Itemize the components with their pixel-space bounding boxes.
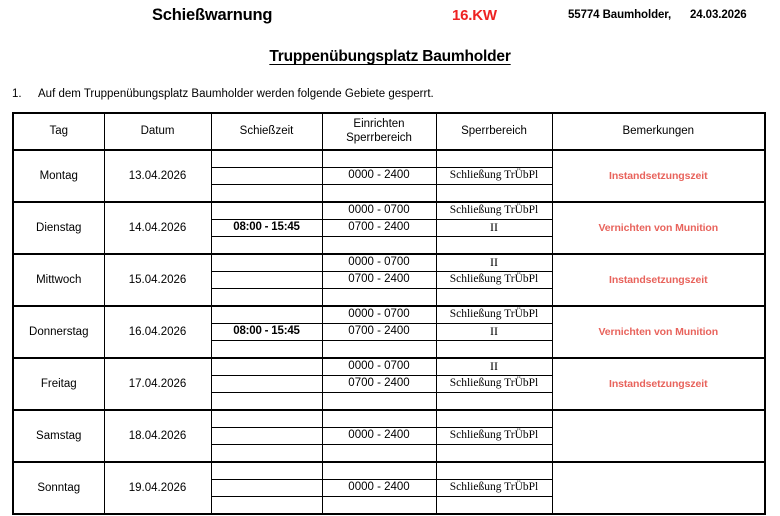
sub-slot-row: [437, 220, 552, 237]
cell-closure-area: [436, 202, 552, 254]
sub-slot-value: 08:00 - 15:45: [233, 325, 300, 338]
sub-slot-row: [323, 393, 436, 410]
cell-date: [104, 410, 211, 462]
date-label: 19.04.2026: [128, 482, 187, 494]
sub-slot-cell: [437, 307, 552, 324]
sub-slot-row: [323, 463, 436, 480]
cell-weekday: [13, 306, 104, 358]
sub-slot-cell: [323, 463, 436, 480]
sub-slot-value: 0700 - 2400: [348, 377, 410, 390]
sub-slot-cell: [437, 359, 552, 376]
sub-slot-cell: [323, 411, 436, 428]
sub-slot-table: [323, 463, 436, 513]
sub-slot-cell: [437, 220, 552, 237]
column-header-einrichten-line1: Einrichten: [353, 118, 405, 131]
cell-closure-area: [436, 150, 552, 202]
sub-slot-row: [437, 393, 552, 410]
cell-closure-area: [436, 462, 552, 514]
sub-slot-cell: [437, 289, 552, 306]
sub-slot-cell: [212, 168, 322, 185]
sub-slot-table: [323, 307, 436, 357]
sub-slot-cell: [437, 376, 552, 393]
subtitle-container: [0, 48, 780, 66]
sub-slot-cell: [212, 255, 322, 272]
sub-slot-table: [437, 411, 552, 461]
sub-slot-cell: [212, 480, 322, 497]
cell-date: [104, 150, 211, 202]
cell-firing-times: [211, 254, 322, 306]
sub-slot-value: 08:00 - 15:45: [233, 221, 300, 234]
cell-firing-times: [211, 462, 322, 514]
sub-slot-value: II: [490, 220, 498, 235]
sub-slot-row: [212, 220, 322, 237]
sub-slot-row: [212, 376, 322, 393]
sub-slot-cell: [212, 289, 322, 306]
sub-slot-cell: [212, 359, 322, 376]
sub-slot-row: [212, 151, 322, 168]
cell-setup-closure-times: [322, 462, 436, 514]
sub-slot-table: [212, 411, 322, 461]
sub-slot-row: [323, 151, 436, 168]
sub-slot-cell: [323, 376, 436, 393]
sub-slot-table: [437, 255, 552, 305]
cell-firing-times: [211, 410, 322, 462]
sub-slot-row: [212, 255, 322, 272]
remark-label: Vernichten von Munition: [598, 222, 719, 234]
issue-date: 24.03.2026: [690, 9, 747, 21]
sub-slot-row: [437, 151, 552, 168]
cell-date: [104, 254, 211, 306]
sub-slot-value: Schließung TrÜbPl: [449, 429, 539, 442]
sub-slot-cell: [212, 185, 322, 202]
sub-slot-row: [323, 255, 436, 272]
sub-slot-cell: [323, 307, 436, 324]
table-row: [13, 150, 765, 202]
cell-setup-closure-times: [322, 306, 436, 358]
sub-slot-row: [437, 341, 552, 358]
sub-slot-value: Schließung TrÜbPl: [449, 481, 539, 494]
training-area-subtitle: Truppenübungsplatz Baumholder: [269, 48, 511, 65]
cell-remarks: [552, 306, 765, 358]
sub-slot-cell: [323, 203, 436, 220]
sub-slot-cell: [212, 272, 322, 289]
sub-slot-table: [212, 307, 322, 357]
sub-slot-row: [212, 463, 322, 480]
sub-slot-value: 0000 - 0700: [348, 256, 410, 269]
weekday-label: Donnerstag: [29, 326, 89, 338]
cell-date: [104, 358, 211, 410]
sub-slot-cell: [212, 324, 322, 341]
cell-remarks: [552, 202, 765, 254]
sub-slot-row: [212, 203, 322, 220]
sub-slot-row: [437, 411, 552, 428]
sub-slot-table: [437, 359, 552, 409]
date-label: 15.04.2026: [128, 274, 187, 286]
sub-slot-row: [437, 255, 552, 272]
sub-slot-row: [212, 307, 322, 324]
date-label: 14.04.2026: [128, 222, 187, 234]
sub-slot-cell: [323, 185, 436, 202]
sub-slot-cell: [212, 497, 322, 514]
sub-slot-row: [437, 203, 552, 220]
sub-slot-row: [323, 359, 436, 376]
sub-slot-row: [437, 324, 552, 341]
sub-slot-cell: [323, 497, 436, 514]
cell-weekday: [13, 462, 104, 514]
weekday-label: Samstag: [36, 430, 82, 442]
column-header-einrichten-sperrbereich: [322, 113, 436, 150]
sub-slot-table: [437, 151, 552, 201]
sub-slot-row: [212, 168, 322, 185]
table-header: [13, 113, 765, 150]
document-title: Schießwarnung: [152, 6, 273, 24]
sub-slot-table: [323, 203, 436, 253]
sub-slot-table: [323, 359, 436, 409]
sub-slot-row: [212, 428, 322, 445]
sub-slot-row: [437, 307, 552, 324]
weekday-label: Mittwoch: [36, 274, 82, 286]
calendar-week-badge: 16.KW: [452, 7, 497, 24]
sub-slot-row: [212, 324, 322, 341]
sub-slot-cell: [323, 480, 436, 497]
sub-slot-row: [323, 168, 436, 185]
header-row: [13, 113, 765, 150]
sub-slot-cell: [323, 341, 436, 358]
sub-slot-cell: [437, 393, 552, 410]
sub-slot-cell: [437, 480, 552, 497]
sub-slot-row: [323, 428, 436, 445]
sub-slot-cell: [212, 411, 322, 428]
sub-slot-cell: [437, 497, 552, 514]
sub-slot-cell: [323, 168, 436, 185]
sub-slot-cell: [212, 151, 322, 168]
sub-slot-cell: [323, 324, 436, 341]
sub-slot-row: [212, 359, 322, 376]
sub-slot-cell: [437, 341, 552, 358]
sub-slot-row: [212, 185, 322, 202]
remark-label: Instandsetzungszeit: [609, 170, 708, 182]
sub-slot-row: [323, 203, 436, 220]
sub-slot-cell: [323, 428, 436, 445]
sub-slot-row: [212, 272, 322, 289]
sub-slot-value: 0700 - 2400: [348, 325, 410, 338]
sub-slot-cell: [437, 428, 552, 445]
column-header-tag: Tag: [13, 113, 104, 150]
date-label: 17.04.2026: [128, 378, 187, 390]
schedule-table-container: [12, 112, 764, 515]
sub-slot-value: Schließung TrÜbPl: [449, 308, 539, 321]
sub-slot-value: 0000 - 0700: [348, 360, 410, 373]
cell-date: [104, 306, 211, 358]
sub-slot-value: 0700 - 2400: [348, 221, 410, 234]
sub-slot-value: 0000 - 2400: [348, 169, 410, 182]
sub-slot-row: [323, 411, 436, 428]
sub-slot-cell: [212, 393, 322, 410]
table-row: [13, 202, 765, 254]
cell-weekday: [13, 202, 104, 254]
cell-firing-times: [211, 306, 322, 358]
sub-slot-cell: [437, 203, 552, 220]
sub-slot-cell: [323, 255, 436, 272]
sub-slot-row: [212, 237, 322, 254]
cell-setup-closure-times: [322, 358, 436, 410]
sub-slot-table: [212, 359, 322, 409]
sub-slot-row: [437, 376, 552, 393]
sub-slot-value: II: [490, 255, 498, 270]
cell-remarks: [552, 358, 765, 410]
sub-slot-row: [323, 445, 436, 462]
cell-setup-closure-times: [322, 254, 436, 306]
sub-slot-cell: [437, 237, 552, 254]
sub-slot-cell: [212, 463, 322, 480]
sub-slot-cell: [212, 237, 322, 254]
sub-slot-row: [437, 359, 552, 376]
cell-closure-area: [436, 306, 552, 358]
sub-slot-cell: [437, 445, 552, 462]
sub-slot-cell: [212, 203, 322, 220]
sub-slot-table: [323, 255, 436, 305]
sub-slot-table: [212, 463, 322, 513]
sub-slot-table: [323, 411, 436, 461]
sub-slot-row: [212, 445, 322, 462]
cell-firing-times: [211, 202, 322, 254]
sub-slot-cell: [323, 289, 436, 306]
sub-slot-table: [212, 255, 322, 305]
cell-setup-closure-times: [322, 202, 436, 254]
table-row: [13, 254, 765, 306]
sub-slot-cell: [212, 376, 322, 393]
sub-slot-cell: [212, 445, 322, 462]
sub-slot-value: II: [490, 324, 498, 339]
sub-slot-cell: [212, 220, 322, 237]
schedule-table: [12, 112, 766, 515]
sub-slot-row: [323, 497, 436, 514]
sub-slot-value: 0000 - 2400: [348, 429, 410, 442]
sub-slot-row: [323, 237, 436, 254]
column-header-sperrbereich: Sperrbereich: [436, 113, 552, 150]
sub-slot-cell: [212, 307, 322, 324]
cell-date: [104, 462, 211, 514]
sub-slot-cell: [323, 220, 436, 237]
cell-weekday: [13, 410, 104, 462]
sub-slot-cell: [437, 168, 552, 185]
sub-slot-cell: [437, 151, 552, 168]
sub-slot-table: [437, 307, 552, 357]
sub-slot-table: [437, 203, 552, 253]
sub-slot-row: [323, 272, 436, 289]
sub-slot-cell: [437, 463, 552, 480]
sub-slot-row: [323, 220, 436, 237]
cell-remarks: [552, 150, 765, 202]
sub-slot-row: [323, 185, 436, 202]
column-header-einrichten-line2: Sperrbereich: [346, 131, 412, 144]
sub-slot-value: Schließung TrÜbPl: [449, 204, 539, 217]
table-body: [13, 150, 765, 514]
sub-slot-row: [323, 480, 436, 497]
sub-slot-value: 0000 - 0700: [348, 204, 410, 217]
remark-label: Vernichten von Munition: [598, 326, 719, 338]
sub-slot-value: Schließung TrÜbPl: [449, 169, 539, 182]
cell-closure-area: [436, 254, 552, 306]
weekday-label: Sonntag: [37, 482, 81, 494]
document-header: [0, 0, 780, 34]
table-row: [13, 410, 765, 462]
sub-slot-row: [323, 376, 436, 393]
sub-slot-cell: [323, 359, 436, 376]
sub-slot-row: [323, 289, 436, 306]
sub-slot-value: Schließung TrÜbPl: [449, 273, 539, 286]
sub-slot-row: [323, 307, 436, 324]
cell-setup-closure-times: [322, 150, 436, 202]
table-row: [13, 462, 765, 514]
sub-slot-row: [437, 497, 552, 514]
cell-remarks: [552, 254, 765, 306]
weekday-label: Dienstag: [36, 222, 82, 234]
sub-slot-table: [212, 203, 322, 253]
date-label: 18.04.2026: [128, 430, 187, 442]
cell-remarks: [552, 410, 765, 462]
sub-slot-value: 0700 - 2400: [348, 273, 410, 286]
sub-slot-cell: [323, 393, 436, 410]
cell-date: [104, 202, 211, 254]
sub-slot-cell: [437, 185, 552, 202]
weekday-label: Freitag: [40, 378, 77, 390]
sub-slot-row: [437, 445, 552, 462]
sub-slot-value: 0000 - 0700: [348, 308, 410, 321]
sub-slot-table: [437, 463, 552, 513]
sub-slot-cell: [323, 272, 436, 289]
sub-slot-row: [212, 393, 322, 410]
sub-slot-row: [437, 272, 552, 289]
date-label: 13.04.2026: [128, 170, 187, 182]
sub-slot-row: [212, 497, 322, 514]
sub-slot-row: [323, 341, 436, 358]
column-header-datum: Datum: [104, 113, 211, 150]
sub-slot-cell: [212, 341, 322, 358]
date-label: 16.04.2026: [128, 326, 187, 338]
remark-label: Instandsetzungszeit: [609, 378, 708, 390]
cell-firing-times: [211, 150, 322, 202]
sub-slot-row: [212, 411, 322, 428]
sub-slot-row: [437, 237, 552, 254]
sub-slot-value: Schließung TrÜbPl: [449, 377, 539, 390]
column-header-schiesszeit: Schießzeit: [211, 113, 322, 150]
sub-slot-cell: [212, 428, 322, 445]
sub-slot-row: [437, 463, 552, 480]
sub-slot-cell: [437, 411, 552, 428]
sub-slot-row: [212, 480, 322, 497]
table-row: [13, 358, 765, 410]
sub-slot-row: [437, 428, 552, 445]
column-header-bemerkungen: Bemerkungen: [552, 113, 765, 150]
table-row: [13, 306, 765, 358]
sub-slot-row: [323, 324, 436, 341]
sub-slot-cell: [437, 272, 552, 289]
sub-slot-table: [323, 151, 436, 201]
sub-slot-value: II: [490, 359, 498, 374]
sub-slot-cell: [437, 324, 552, 341]
issuing-place: 55774 Baumholder,: [568, 9, 672, 21]
sub-slot-row: [212, 341, 322, 358]
sub-slot-cell: [323, 445, 436, 462]
cell-weekday: [13, 254, 104, 306]
sub-slot-cell: [323, 151, 436, 168]
sub-slot-value: 0000 - 2400: [348, 481, 410, 494]
sub-slot-row: [437, 168, 552, 185]
intro-text: Auf dem Truppenübungsplatz Baumholder werden folgende Gebiete gesperrt.: [38, 88, 434, 100]
sub-slot-row: [437, 480, 552, 497]
sub-slot-row: [437, 185, 552, 202]
cell-setup-closure-times: [322, 410, 436, 462]
cell-firing-times: [211, 358, 322, 410]
intro-paragraph: [12, 88, 434, 100]
sub-slot-cell: [437, 255, 552, 272]
intro-list-number: 1.: [12, 88, 22, 100]
cell-remarks: [552, 462, 765, 514]
sub-slot-row: [437, 289, 552, 306]
remark-label: Instandsetzungszeit: [609, 274, 708, 286]
sub-slot-table: [212, 151, 322, 201]
weekday-label: Montag: [39, 170, 78, 182]
sub-slot-row: [212, 289, 322, 306]
cell-closure-area: [436, 358, 552, 410]
cell-weekday: [13, 358, 104, 410]
sub-slot-cell: [323, 237, 436, 254]
cell-closure-area: [436, 410, 552, 462]
cell-weekday: [13, 150, 104, 202]
